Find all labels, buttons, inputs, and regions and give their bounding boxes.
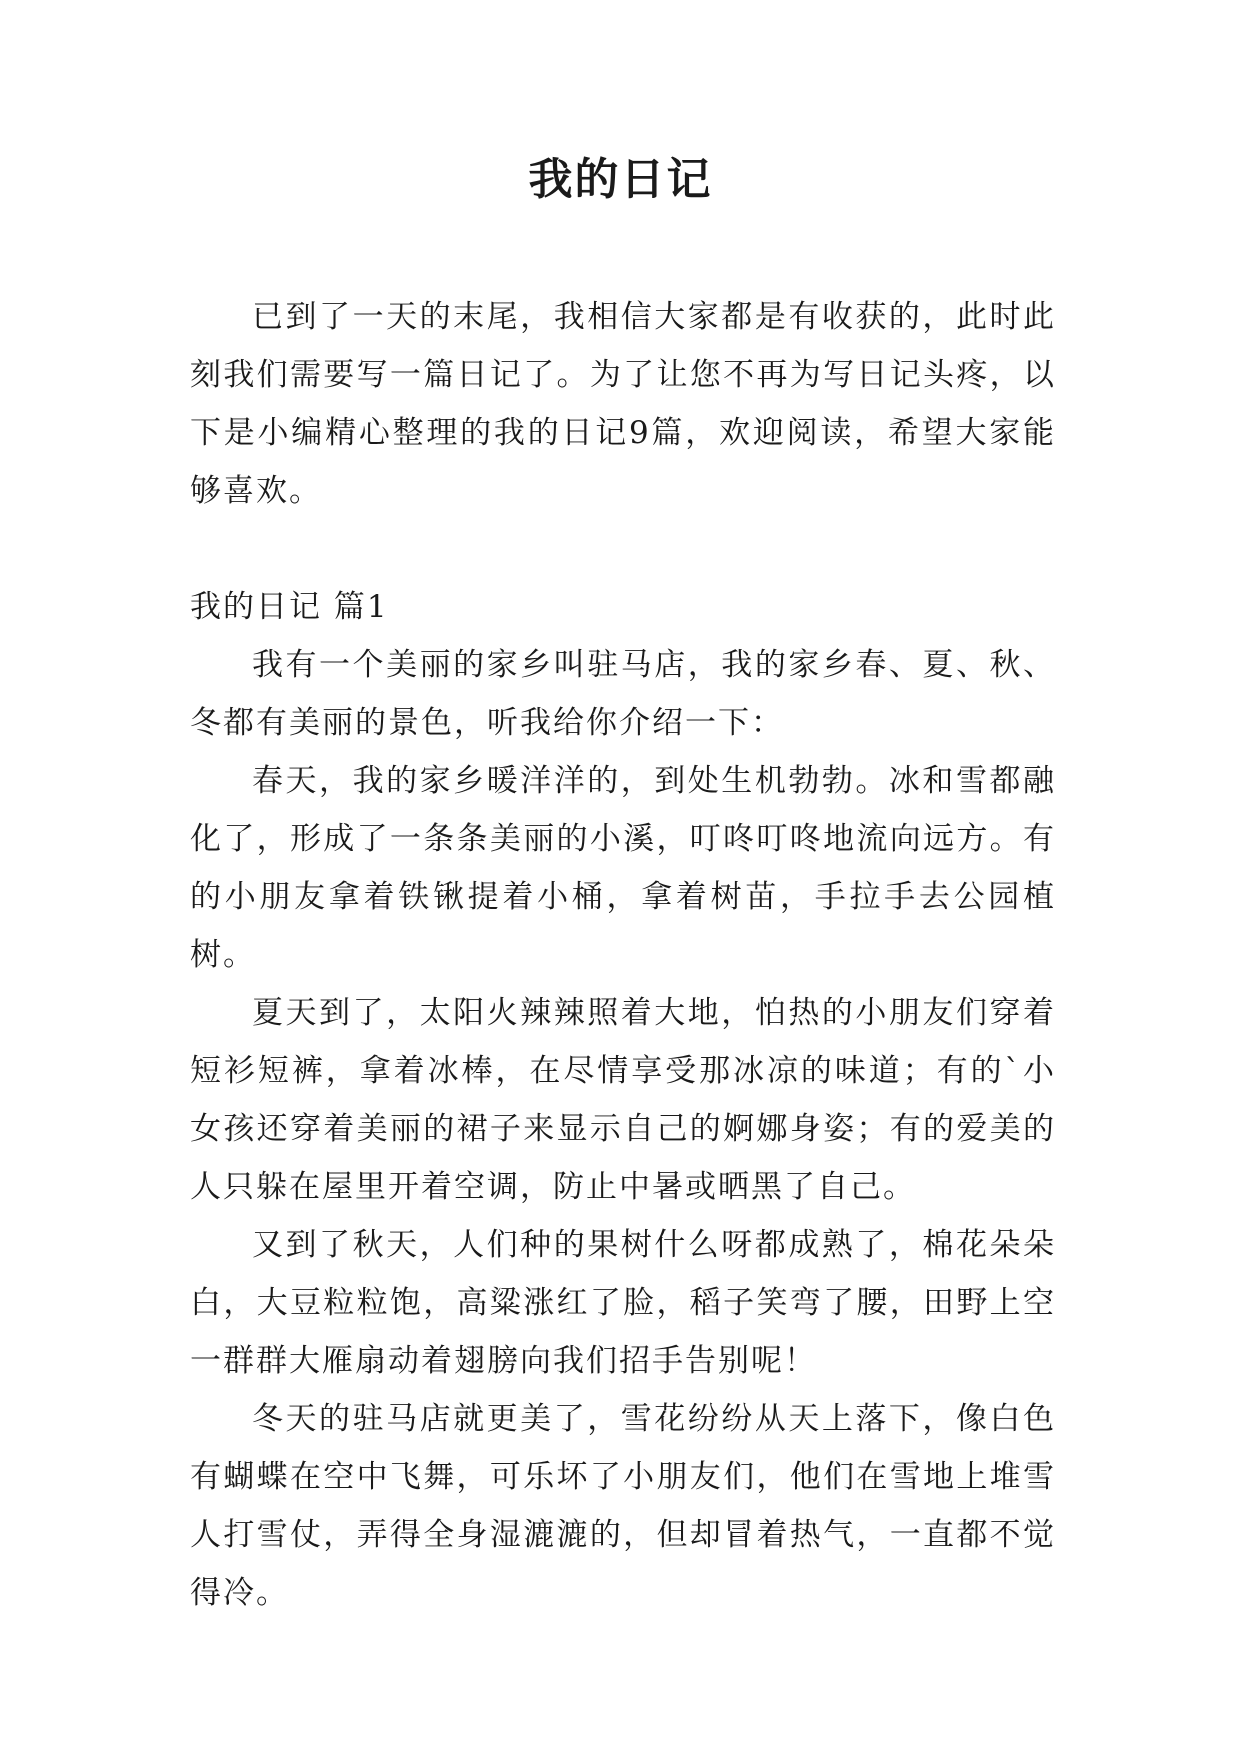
document-body — [190, 288, 1056, 1622]
body-paragraph: 我有一个美丽的家乡叫驻马店，我的家乡春、夏、秋、冬都有美丽的景色，听我给你介绍一下： — [190, 647, 1056, 741]
intro-paragraph: 已到了一天的末尾，我相信大家都是有收获的，此时此刻我们需要写一篇日记了。为了让您不再为写日记头疼，以下是小编精心整理的我的日记9篇，欢迎阅读，希望大家能够喜欢。 — [190, 299, 1056, 509]
body-paragraph: 夏天到了，太阳火辣辣照着大地，怕热的小朋友们穿着短衫短裤，拿着冰棒，在尽情享受那冰凉的味道；有的`小女孩还穿着美丽的裙子来显示自己的婀娜身姿；有的爱美的人只躲在屋里开着空调，防止中暑或晒黑了自己。 — [190, 995, 1056, 1205]
page-title: 我的日记 — [528, 154, 713, 205]
section-heading: 我的日记 篇1 — [190, 589, 389, 625]
body-paragraph: 春天，我的家乡暖洋洋的，到处生机勃勃。冰和雪都融化了，形成了一条条美丽的小溪，叮咚叮咚地流向远方。有的小朋友拿着铁锹提着小桶，拿着树苗，手拉手去公园植树。 — [190, 763, 1056, 973]
body-paragraph: 冬天的驻马店就更美了，雪花纷纷从天上落下，像白色有蝴蝶在空中飞舞，可乐坏了小朋友们，他们在雪地上堆雪人打雪仗，弄得全身湿漉漉的，但却冒着热气，一直都不觉得冷。 — [190, 1401, 1056, 1611]
body-paragraph: 又到了秋天，人们种的果树什么呀都成熟了，棉花朵朵白，大豆粒粒饱，高粱涨红了脸，稻子笑弯了腰，田野上空一群群大雁扇动着翅膀向我们招手告别呢！ — [190, 1227, 1056, 1379]
